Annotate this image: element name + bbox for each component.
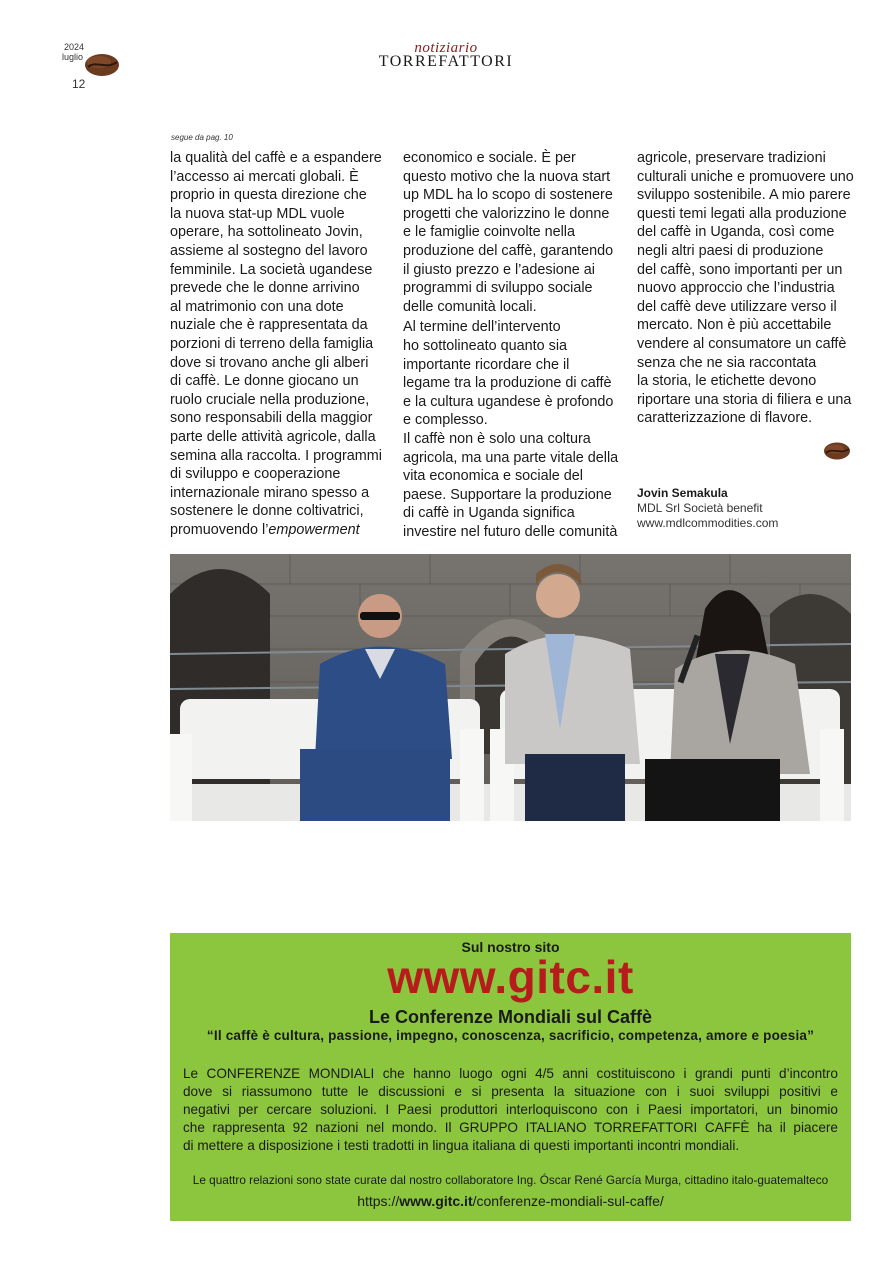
text-line: al matrimonio con una dote bbox=[170, 298, 344, 315]
text-line: nuovo approccio che l’industria bbox=[637, 280, 835, 297]
promo-kicker: Sul nostro sito bbox=[461, 939, 560, 955]
text-line: vendere al consumatore un caffè bbox=[637, 335, 847, 352]
text-line bbox=[170, 521, 394, 540]
text-line: l’accesso ai mercati globali. È bbox=[170, 168, 359, 185]
text-line: ruolo cruciale nella produzione, bbox=[170, 391, 370, 408]
text-line: del caffè deve utilizzare verso il bbox=[637, 298, 837, 315]
text-line: agricole, preservare tradizioni bbox=[637, 150, 826, 166]
author-company: MDL Srl Società benefit bbox=[637, 501, 763, 515]
text-line: questo motivo che la nuova start bbox=[403, 168, 611, 185]
text-line: porzioni di terreno della famiglia bbox=[170, 335, 374, 352]
text-line: del caffè in Uganda, così come bbox=[637, 224, 835, 241]
text-line: up MDL ha lo scopo di sostenere bbox=[403, 187, 613, 204]
text-line: del caffè, sono importanti per un bbox=[637, 261, 843, 278]
text-line: di caffè in Uganda significa bbox=[403, 505, 575, 522]
text-line: importante ricordare che il bbox=[403, 356, 570, 373]
text-line: la nuova stat-up MDL vuole bbox=[170, 205, 345, 222]
link-domain: www.gitc.it bbox=[399, 1193, 473, 1209]
text-line: caratterizzazione di flavore. bbox=[637, 410, 813, 427]
text-line: semina alla raccolta. I programmi bbox=[170, 447, 382, 464]
text-line: ho sottolineato quanto sia bbox=[403, 337, 568, 354]
text-line: Le CONFERENZE MONDIALI che hanno luogo ogni 4/5 anni costituiscono i grandi punti d’incontro bbox=[183, 1066, 838, 1081]
text-line: assieme al sostegno del lavoro bbox=[170, 242, 368, 259]
promo-website-url[interactable]: www.gitc.it bbox=[387, 951, 634, 1003]
text-line: prevede che le donne arrivino bbox=[170, 280, 360, 297]
text-line: negativi per cercare soluzioni. I Paesi produttori interloquiscono con i Paesi importatori, un binomio bbox=[183, 1102, 838, 1117]
author-name: Jovin Semakula bbox=[637, 486, 728, 500]
masthead-subtitle: notiziario bbox=[414, 40, 478, 56]
text-line: culturali uniche e promuovere uno bbox=[637, 168, 854, 185]
text-line: economico e sociale. È per bbox=[403, 150, 576, 166]
promo-title: Le Conferenze Mondiali sul Caffè bbox=[368, 1007, 653, 1027]
text-line: Il caffè non è solo una coltura bbox=[403, 430, 591, 447]
text-fragment: promuovendo l’ bbox=[170, 521, 269, 538]
text-line: la qualità del caffè e a espandere bbox=[170, 150, 382, 166]
link-protocol: https:// bbox=[357, 1193, 400, 1209]
article-column-1 bbox=[170, 149, 394, 539]
issue-year: 2024 bbox=[64, 42, 85, 52]
text-line: femminile. La società ugandese bbox=[170, 261, 373, 278]
text-line: programmi di sviluppo sociale bbox=[403, 280, 593, 297]
page-number: 12 bbox=[72, 77, 86, 91]
author-website: www.mdlcommodities.com bbox=[637, 516, 779, 530]
text-line: dove si riassumono tutte le discussioni e si presenta la situazione con i suoi sviluppi positivi e bbox=[183, 1084, 838, 1099]
text-line: agricola, ma una parte vitale della bbox=[403, 449, 619, 466]
text-line: la storia, le etichette devono bbox=[637, 373, 817, 390]
text-line: e complesso. bbox=[403, 412, 488, 429]
promo-body bbox=[183, 1065, 838, 1155]
text-line: investire nel futuro delle comunità bbox=[403, 523, 618, 540]
text-line: produzione del caffè, garantendo bbox=[403, 242, 614, 259]
text-line: di mettere a disposizione i testi tradotti in lingua italiana di questi importanti incontri mondiali. bbox=[183, 1138, 740, 1153]
text-line: internazionale mirano spesso a bbox=[170, 484, 370, 501]
event-photo bbox=[170, 554, 851, 821]
text-line: Al termine dell’intervento bbox=[403, 319, 561, 336]
coffee-bean-icon bbox=[823, 441, 851, 466]
text-line: di sviluppo e cooperazione bbox=[170, 466, 341, 483]
text-line: sviluppo sostenibile. A mio parere bbox=[637, 187, 851, 204]
masthead-title: TORREFATTORI bbox=[378, 53, 514, 70]
text-line: paese. Supportare la produzione bbox=[403, 486, 612, 503]
emphasized-word: empowerment bbox=[268, 521, 360, 538]
text-line: senza che ne sia raccontata bbox=[637, 354, 817, 371]
article-column-2 bbox=[403, 149, 625, 541]
text-line: dove si trovano anche gli alberi bbox=[170, 354, 369, 371]
text-line: legame tra la produzione di caffè bbox=[403, 375, 612, 392]
article-column-3 bbox=[637, 149, 853, 428]
website-promo-box bbox=[170, 933, 851, 1221]
text-line: che rappresenta 92 nazioni nel mondo. Il GRUPPO ITALIANO TORREFATTORI CAFFÈ ha il piacere bbox=[183, 1120, 838, 1135]
text-line: e la cultura ugandese è profondo bbox=[403, 393, 614, 410]
text-line: negli altri paesi di produzione bbox=[637, 242, 824, 259]
text-line: progetti che valorizzino le donne bbox=[403, 205, 610, 222]
text-line: riportare una storia di filiera e una bbox=[637, 391, 852, 408]
text-line: e le famiglie coinvolte nella bbox=[403, 224, 575, 241]
text-line: operare, ha sottolineato Jovin, bbox=[170, 224, 363, 241]
promo-quote: “Il caffè è cultura, passione, impegno, conoscenza, sacrificio, competenza, amore e poesia” bbox=[206, 1028, 815, 1043]
issue-month: luglio bbox=[62, 52, 84, 62]
link-path: /conferenze-mondiali-sul-caffe/ bbox=[472, 1193, 664, 1209]
text-line: il giusto prezzo e l’adesione ai bbox=[403, 261, 595, 278]
text-line: sono responsabili della maggior bbox=[170, 410, 373, 427]
text-line: parte delle attività agricole, dalla bbox=[170, 428, 376, 445]
text-line: questi temi legati alla produzione bbox=[637, 205, 847, 222]
continued-from-note: segue da pag. 10 bbox=[171, 133, 233, 142]
text-line: sostenere le donne coltivatrici, bbox=[170, 503, 364, 520]
text-line: di caffè. Le donne giocano un bbox=[170, 373, 359, 390]
text-line: nuziale che è rappresentata da bbox=[170, 317, 368, 334]
text-line: vita economica e sociale del bbox=[403, 468, 583, 485]
promo-link[interactable] bbox=[170, 1193, 851, 1209]
text-line: proprio in questa direzione che bbox=[170, 187, 367, 204]
promo-credit: Le quattro relazioni sono state curate dal nostro collaboratore Ing. Óscar René García Murga, cittadino italo-guatemalteco bbox=[192, 1173, 829, 1187]
text-line: delle comunità locali. bbox=[403, 298, 537, 315]
text-line: mercato. Non è più accettabile bbox=[637, 317, 832, 334]
